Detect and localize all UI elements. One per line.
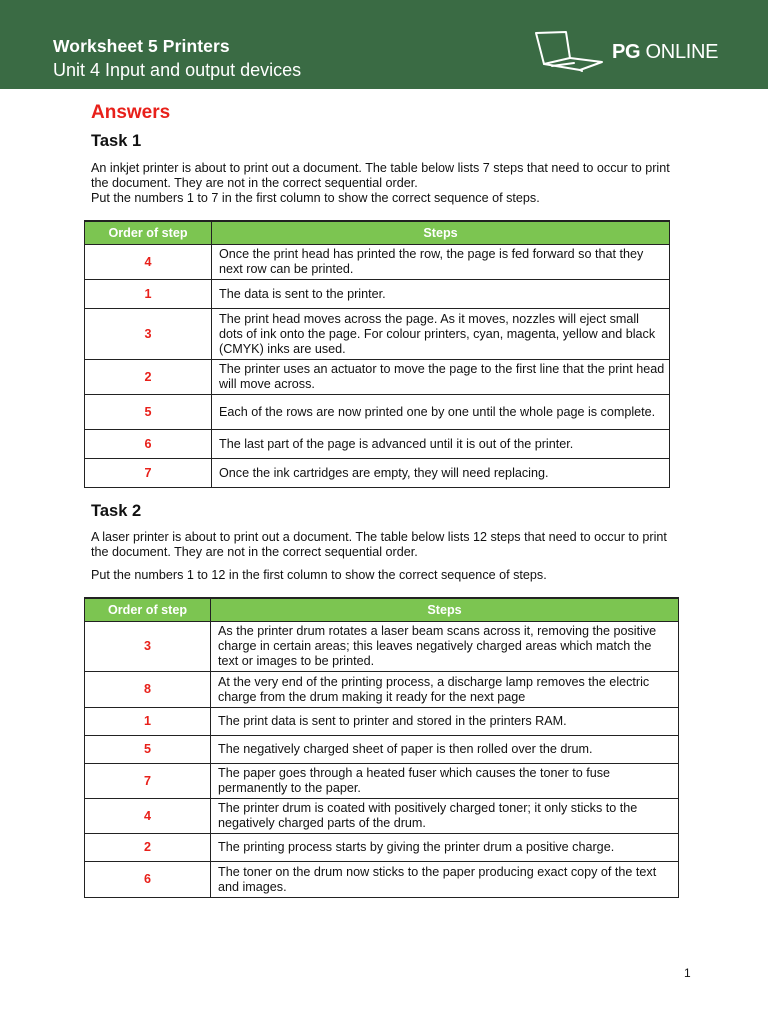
- order-cell: 7: [85, 764, 211, 799]
- step-cell: The last part of the page is advanced until it is out of the printer.: [212, 430, 670, 459]
- step-cell: Once the print head has printed the row, the page is fed forward so that they next row can be printed.: [212, 245, 670, 280]
- order-cell: 1: [85, 280, 212, 309]
- step-cell: The print head moves across the page. As it moves, nozzles will eject small dots of ink onto the page. For colour printers, cyan, magenta, yellow and black (CMYK) inks are used.: [212, 309, 670, 360]
- step-cell: As the printer drum rotates a laser beam scans across it, removing the positive charge in certain areas; this leaves negatively charged areas which match the text or images to be printed.: [211, 622, 679, 672]
- task1-intro-line: Put the numbers 1 to 7 in the first column to show the correct sequence of steps.: [91, 191, 540, 205]
- task2-table: [84, 597, 679, 898]
- order-cell: 2: [85, 834, 211, 862]
- page-header: [0, 0, 768, 89]
- task2-intro-line: A laser printer is about to print out a document. The table below lists 12 steps that need to occur to print the document. They are not in the correct sequential order.: [91, 530, 667, 559]
- order-cell: 2: [85, 360, 212, 395]
- step-cell: The printer uses an actuator to move the page to the first line that the print head will move across.: [212, 360, 670, 395]
- task1-intro-line: An inkjet printer is about to print out a document. The table below lists 7 steps that need to occur to print the document. They are not in the correct sequential order.: [91, 161, 670, 190]
- order-cell: 6: [85, 862, 211, 898]
- table-row: [85, 245, 670, 280]
- step-cell: Once the ink cartridges are empty, they will need replacing.: [212, 459, 670, 488]
- table-row: [85, 430, 670, 459]
- order-cell: 7: [85, 459, 212, 488]
- order-cell: 4: [85, 799, 211, 834]
- step-cell: The printing process starts by giving the printer drum a positive charge.: [211, 834, 679, 862]
- table-row: [85, 672, 679, 708]
- order-cell: 1: [85, 708, 211, 736]
- task1-heading: Task 1: [91, 132, 142, 150]
- order-cell: 3: [85, 622, 211, 672]
- step-cell: The print data is sent to printer and stored in the printers RAM.: [211, 708, 679, 736]
- step-cell: The paper goes through a heated fuser which causes the toner to fuse permanently to the paper.: [211, 764, 679, 799]
- table-row: [85, 459, 670, 488]
- task2-intro-line: Put the numbers 1 to 12 in the first column to show the correct sequence of steps.: [91, 568, 547, 582]
- laptop-icon: [532, 30, 610, 74]
- table-row: [85, 834, 679, 862]
- order-cell: 8: [85, 672, 211, 708]
- col-steps-header: Steps: [211, 598, 679, 622]
- step-cell: At the very end of the printing process, a discharge lamp removes the electric charge from the drum making it ready for the next page: [211, 672, 679, 708]
- answers-heading: Answers: [91, 102, 171, 123]
- table-row: [85, 764, 679, 799]
- task2-heading: Task 2: [91, 502, 142, 520]
- table-row: [85, 736, 679, 764]
- table-row: [85, 708, 679, 736]
- col-order-header: Order of step: [85, 598, 211, 622]
- order-cell: 5: [85, 736, 211, 764]
- step-cell: The printer drum is coated with positively charged toner; it only sticks to the negatively charged parts of the drum.: [211, 799, 679, 834]
- step-cell: Each of the rows are now printed one by one until the whole page is complete.: [212, 395, 670, 430]
- worksheet-title: Worksheet 5 Printers: [53, 36, 230, 56]
- logo-text-rest: ONLINE: [640, 41, 719, 63]
- table-row: [85, 280, 670, 309]
- col-order-header: Order of step: [85, 221, 212, 245]
- step-cell: The data is sent to the printer.: [212, 280, 670, 309]
- task1-intro: [91, 161, 681, 206]
- table-row: [85, 395, 670, 430]
- table-row: [85, 622, 679, 672]
- table-row: [85, 309, 670, 360]
- step-cell: The negatively charged sheet of paper is then rolled over the drum.: [211, 736, 679, 764]
- order-cell: 3: [85, 309, 212, 360]
- logo-text-bold: PG: [612, 41, 641, 63]
- unit-subtitle: Unit 4 Input and output devices: [53, 60, 302, 80]
- page-number: 1: [684, 966, 691, 980]
- task1-table: [84, 220, 670, 488]
- table-row: [85, 862, 679, 898]
- order-cell: 6: [85, 430, 212, 459]
- step-cell: The toner on the drum now sticks to the paper producing exact copy of the text and images.: [211, 862, 679, 898]
- table-row: [85, 360, 670, 395]
- order-cell: 5: [85, 395, 212, 430]
- order-cell: 4: [85, 245, 212, 280]
- table-row: [85, 799, 679, 834]
- pg-online-logo: [532, 30, 732, 74]
- col-steps-header: Steps: [212, 221, 670, 245]
- task2-intro: [91, 530, 671, 583]
